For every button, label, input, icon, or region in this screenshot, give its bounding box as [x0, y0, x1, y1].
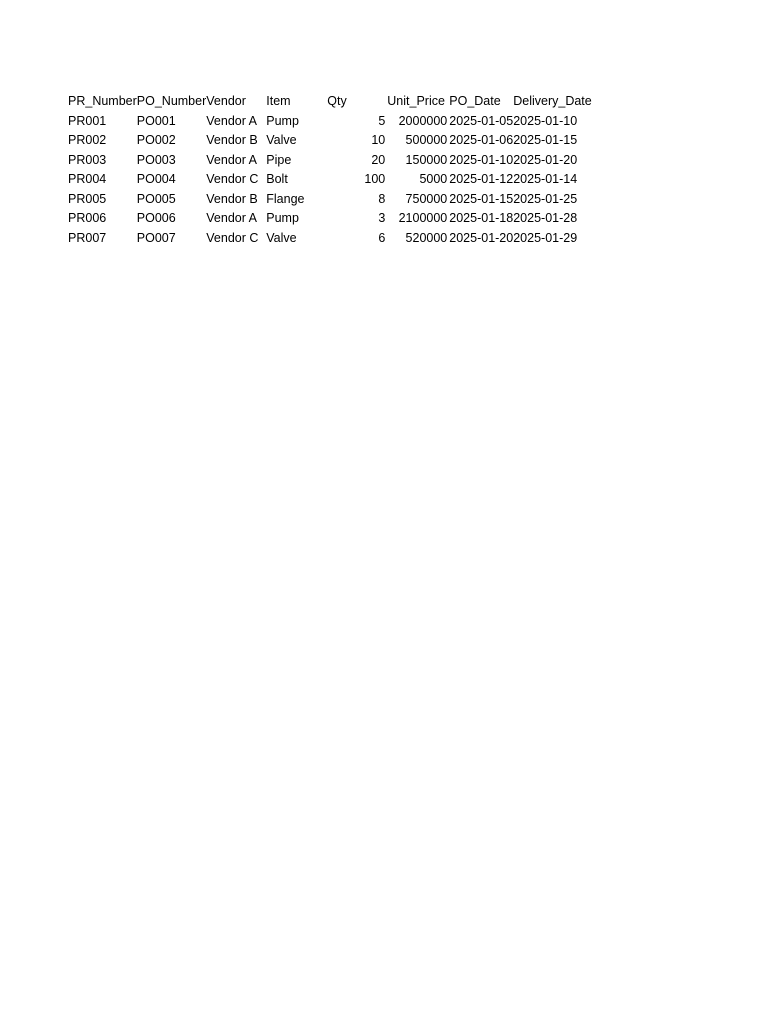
cell-qty[interactable]: 3 [378, 211, 386, 225]
purchase-orders-table [68, 92, 603, 248]
cell-po-date[interactable]: 2025-01-20 [449, 230, 514, 245]
header-cell-item[interactable]: Item [266, 94, 291, 108]
cell-vendor[interactable]: Vendor C [206, 172, 259, 186]
cell-vendor[interactable]: Vendor A [206, 152, 258, 167]
cell-vendor[interactable]: Vendor B [206, 133, 258, 147]
table-row [68, 209, 603, 229]
table-row [68, 112, 603, 132]
cell-item[interactable]: Bolt [266, 172, 288, 186]
cell-pr-number[interactable]: PR004 [68, 172, 107, 186]
cell-qty[interactable]: 8 [378, 191, 386, 206]
cell-po-date[interactable]: 2025-01-15 [449, 191, 514, 206]
cell-po-date[interactable]: 2025-01-10 [449, 152, 514, 167]
cell-po-date[interactable]: 2025-01-18 [449, 211, 514, 225]
cell-vendor[interactable]: Vendor A [206, 113, 258, 128]
table-row [68, 131, 603, 151]
spreadsheet-sheet [68, 92, 603, 248]
cell-qty[interactable]: 100 [364, 172, 386, 186]
header-cell-vendor[interactable]: Vendor [206, 94, 246, 108]
table-row [68, 190, 603, 210]
cell-pr-number[interactable]: PR002 [68, 133, 107, 147]
cell-qty[interactable]: 5 [378, 113, 386, 128]
cell-pr-number[interactable]: PR005 [68, 191, 107, 206]
cell-po-number[interactable]: PO002 [136, 133, 176, 147]
cell-po-number[interactable]: PO001 [136, 113, 176, 128]
cell-item[interactable]: Valve [266, 230, 297, 245]
cell-po-number[interactable]: PO003 [136, 152, 176, 167]
cell-pr-number[interactable]: PR007 [68, 230, 107, 245]
cell-po-number[interactable]: PO005 [136, 191, 176, 206]
cell-qty[interactable]: 6 [378, 230, 386, 245]
cell-delivery-date[interactable]: 2025-01-25 [513, 191, 578, 206]
cell-item[interactable]: Pump [266, 113, 299, 128]
cell-delivery-date[interactable]: 2025-01-20 [513, 152, 578, 167]
cell-vendor[interactable]: Vendor A [206, 211, 258, 225]
cell-unit-price[interactable]: 5000 [419, 172, 448, 186]
cell-pr-number[interactable]: PR006 [68, 211, 107, 225]
cell-pr-number[interactable]: PR001 [68, 113, 107, 128]
cell-item[interactable]: Valve [266, 133, 297, 147]
cell-item[interactable]: Pipe [266, 152, 292, 167]
cell-unit-price[interactable]: 500000 [405, 133, 448, 147]
cell-delivery-date[interactable]: 2025-01-14 [513, 172, 578, 186]
cell-qty[interactable]: 20 [371, 152, 386, 167]
cell-po-number[interactable]: PO006 [136, 211, 176, 225]
cell-vendor[interactable]: Vendor B [206, 191, 258, 206]
cell-unit-price[interactable]: 750000 [405, 191, 448, 206]
cell-item[interactable]: Flange [266, 191, 305, 206]
cell-po-number[interactable]: PO007 [136, 230, 176, 245]
header-cell-po-date[interactable]: PO_Date [449, 94, 501, 108]
header-cell-qty[interactable]: Qty [327, 94, 347, 108]
table-row [68, 170, 603, 190]
header-cell-pr-number[interactable]: PR_Number [68, 94, 137, 108]
cell-delivery-date[interactable]: 2025-01-28 [513, 211, 578, 225]
table-row [68, 229, 603, 249]
cell-item[interactable]: Pump [266, 211, 299, 225]
cell-unit-price[interactable]: 2100000 [398, 211, 448, 225]
cell-unit-price[interactable]: 520000 [405, 230, 448, 245]
cell-vendor[interactable]: Vendor C [206, 230, 259, 245]
header-row [68, 92, 603, 112]
header-cell-po-number[interactable]: PO_Number [136, 94, 207, 108]
header-cell-delivery-date[interactable]: Delivery_Date [513, 94, 592, 108]
table-row [68, 151, 603, 171]
cell-po-number[interactable]: PO004 [136, 172, 176, 186]
cell-po-date[interactable]: 2025-01-06 [449, 133, 514, 147]
header-cell-unit-price[interactable]: Unit_Price [387, 94, 445, 108]
cell-qty[interactable]: 10 [371, 133, 386, 147]
cell-pr-number[interactable]: PR003 [68, 152, 107, 167]
cell-unit-price[interactable]: 2000000 [398, 113, 448, 128]
cell-delivery-date[interactable]: 2025-01-10 [513, 113, 578, 128]
cell-delivery-date[interactable]: 2025-01-29 [513, 230, 578, 245]
cell-po-date[interactable]: 2025-01-05 [449, 113, 514, 128]
cell-po-date[interactable]: 2025-01-12 [449, 172, 514, 186]
cell-unit-price[interactable]: 150000 [405, 152, 448, 167]
cell-delivery-date[interactable]: 2025-01-15 [513, 133, 578, 147]
